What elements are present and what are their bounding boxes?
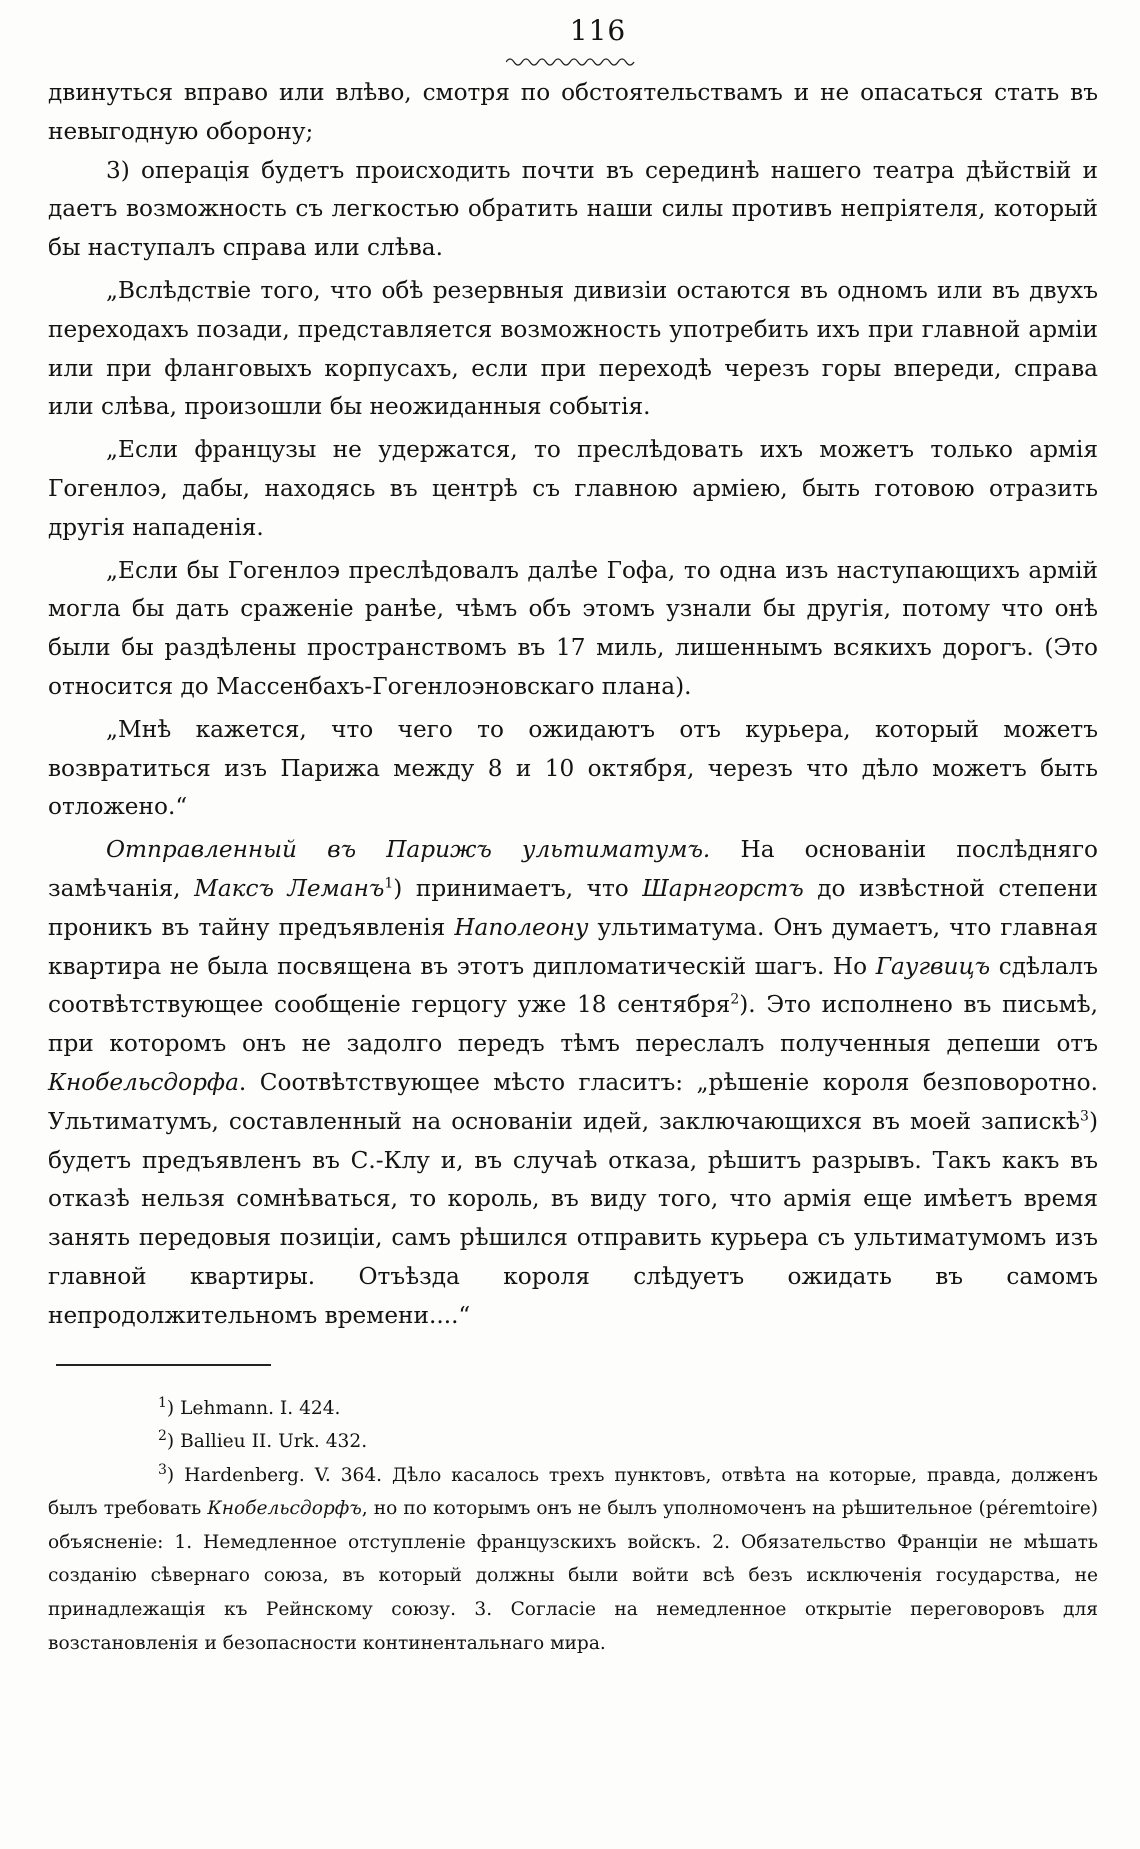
- person-name: Наполеону: [454, 913, 589, 941]
- body-text: [48, 74, 1098, 1336]
- person-name: Шарнгорстъ: [642, 874, 804, 902]
- wavy-rule-ornament: [506, 54, 636, 66]
- footnote-ref-1: 1: [384, 875, 394, 892]
- footnote-ref-3: 3: [1080, 1107, 1089, 1124]
- paragraph-6: „Мнѣ кажется, что чего то ожидаютъ отъ курьера, который можетъ возвратиться изъ Парижа между 8 и 10 октября, черезъ что дѣло можетъ быть отложено.“: [48, 715, 1098, 821]
- footnote-1: $^1$) Lehmann. I. 424.: [158, 1394, 341, 1419]
- page-header: [48, 14, 1098, 74]
- page: [48, 14, 1098, 1660]
- paragraph-3: „Вслѣдствіе того, что обѣ резервныя дивизіи остаются въ одномъ или въ двухъ переходахъ позади, представляется возможность употребить ихъ при главной арміи или при фланговыхъ корпусахъ, если при переходѣ черезъ горы впереди, справа или слѣва, произошли бы неожиданныя событія.: [48, 276, 1098, 421]
- page-number: 116: [569, 14, 627, 47]
- person-name: Кнобельсдорфа: [48, 1068, 239, 1096]
- footnote-divider: [56, 1364, 271, 1366]
- footnote-2: $^2$) Ballieu II. Urk. 432.: [158, 1427, 368, 1453]
- footnote-3: $^3$) Hardenberg. V. 364. Дѣло касалось трехъ пунктовъ, отвѣта на которые, правда, долженъ былъ требовать Кнобельсдорфъ, но по которымъ онъ не былъ уполномоченъ на рѣшительное (péremtoire) объясненіе: 1. Немедленное отступленіе французскихъ войскъ. 2. Обязательство Франціи не мѣшать созданію сѣвернаго союза, въ который должны были войти всѣ безъ исключенія государства, не принадлежащія къ Рейнскому союзу. 3. Согласіе на немедленное открытіе переговоровъ для возстановленія и безопасности континентальнаго мира.: [48, 1461, 1098, 1654]
- paragraph-ultimatum: Отправленный въ Парижъ ультиматумъ. На основаніи послѣдняго замѣчанія, Максъ Леманъ$^1$) принимаетъ, что Шарнгорстъ до извѣстной степени проникъ въ тайну предъявленія Наполеону ультиматума. Онъ думаетъ, что главная квартира не была посвящена въ этотъ дипломатическій шагъ. Но Гаугвицъ сдѣлалъ соотвѣтствующее сообщеніе герцогу уже 18 сентября$^2$). Это исполнено въ письмѣ, при которомъ онъ не задолго передъ тѣмъ переслалъ полученныя депеши отъ Кнобельсдорфа. Соотвѣтствующее мѣсто гласитъ: „рѣшеніе короля безповоротно. Ультиматумъ, составленный на основаніи идей, заключающихся въ моей запискѣ$^3$) будетъ предъявленъ въ С.-Клу и, въ случаѣ отказа, рѣшитъ разрывъ. Такъ какъ въ отказѣ нельзя сомнѣваться, то король, въ виду того, что армія еще имѣетъ время занять передовыя позиціи, самъ рѣшился отправить курьера съ ультиматумомъ изъ главной квартиры. Отъѣзда короля слѣдуетъ ожидать въ самомъ непродолжительномъ времени....“: [48, 836, 1099, 1329]
- section-heading: Отправленный въ Парижъ ультиматумъ.: [106, 836, 711, 864]
- paragraph-4: „Если французы не удержатся, то преслѣдовать ихъ можетъ только армія Гогенлоэ, дабы, находясь въ центрѣ съ главною арміею, быть готовою отразить другія нападенія.: [48, 436, 1098, 541]
- person-name: Гаугвицъ: [875, 952, 991, 980]
- footnote-ref-2: 2: [730, 991, 740, 1008]
- paragraph-5: „Если бы Гогенлоэ преслѣдовалъ далѣе Гофа, то одна изъ наступающихъ армій могла бы дать сраженіе ранѣе, чѣмъ объ этомъ узнали бы другія, потому что онѣ были бы раздѣлены пространствомъ въ 17 миль, лишеннымъ всякихъ дорогъ. (Это относится до Массенбахъ-Гогенлоэновскаго плана).: [48, 556, 1098, 700]
- person-name: Кнобельсдорфъ: [207, 1498, 362, 1520]
- paragraph-2: 3) операція будетъ происходить почти въ серединѣ нашего театра дѣйствій и даетъ возможность съ легкостью обратить наши силы противъ непріятеля, который бы наступалъ справа или слѣва.: [48, 156, 1098, 262]
- person-name: Максъ Леманъ: [194, 874, 385, 902]
- footnotes: [48, 1392, 1098, 1661]
- paragraph-1: двинуться вправо или влѣво, смотря по обстоятельствамъ и не опасаться стать въ невыгодную оборону;: [48, 79, 1098, 145]
